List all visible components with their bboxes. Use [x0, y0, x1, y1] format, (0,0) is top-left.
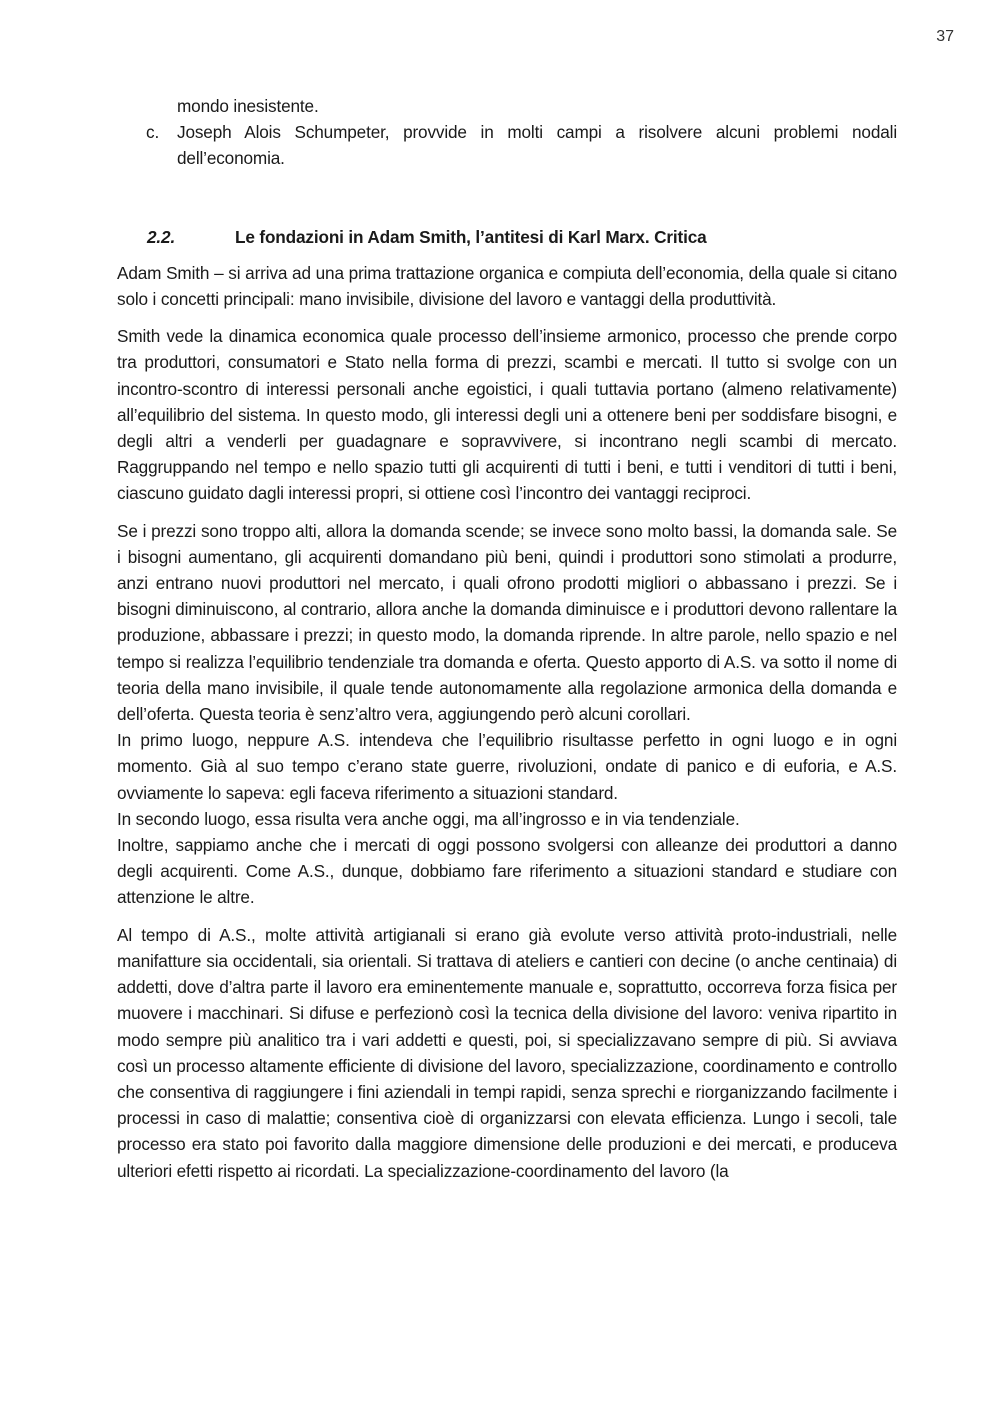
- paragraph: Se i prezzi sono troppo alti, allora la domanda scende; se invece sono molto bassi, la domanda sale. Se i bisogni aumentano, gli acquirenti domandano più beni, quindi i produttori sono stimolati a produrre, anzi entrano nuovi produttori nel mercato, i quali ofrono prodotti migliori o abbassano i prezzi. Se i bisogni diminuiscono, al contrario, allora anche la domanda diminuisce e i produttori devono rallentare la produzione, abbassare i prezzi; in questo modo, la domanda riprende. In altre parole, nello spazio e nel tempo si realizza l’equilibrio tendenziale tra domanda e oferta. Questo apporto di A.S. va sotto il nome di teoria della mano invisibile, il quale tende autonomamente alla regolazione armonica della domanda e dell’oferta. Questa teoria è senz’altro vera, aggiungendo però alcuni corollari.: [117, 520, 897, 725]
- paragraph: Inoltre, sappiamo anche che i mercati di oggi possono svolgersi con alleanze dei produttori a danno degli acquirenti. Come A.S., dunque, dobbiamo fare riferimento a situazioni standard e studiare con attenzione le altre.: [117, 835, 897, 908]
- paragraph: In primo luogo, neppure A.S. intendeva che l’equilibrio risultasse perfetto in ogni luogo e in ogni momento. Già al suo tempo c’erano state guerre, rivoluzioni, ondate di panico e di euforia, e A.S. ovviamente lo sapeva: egli faceva riferimento a situazioni standard.: [117, 730, 897, 803]
- paragraph: In secondo luogo, essa risulta vera anche oggi, ma all’ingrosso e in via tendenziale.: [117, 808, 740, 829]
- list-item-text: Joseph Alois Schumpeter, provvide in molti campi a risolvere alcuni problemi nodali dell’economia.: [177, 122, 897, 169]
- paragraph: Adam Smith – si arriva ad una prima trattazione organica e compiuta dell’economia, della quale si citano solo i concetti principali: mano invisibile, divisione del lavoro e vantaggi della produttività.: [117, 262, 897, 310]
- list-marker: c.: [146, 122, 160, 143]
- page-content: [117, 93, 897, 1195]
- list-continuation: mondo inesistente.: [177, 96, 319, 116]
- section-number: 2.2.: [147, 226, 176, 247]
- section-heading: [117, 224, 897, 250]
- list-item: [117, 119, 897, 171]
- page-number: 37: [936, 28, 954, 45]
- paragraph: Al tempo di A.S., molte attività artigianali si erano già evolute verso attività proto-industriali, nelle manifatture sia occidentali, sia orientali. Si trattava di ateliers e cantieri con decine (o anche centinaia) di addetti, dove d’altra parte il lavoro era eminentemente manuale e, soprattutto, occorreva forza fisica per muovere i macchinari. Si difuse e perfezionò così la tecnica della divisione del lavoro: veniva ripartito in modo sempre più analitico tra i vari addetti e questi, poi, si specializzavano sempre di più. Si avviava così un processo altamente efficiente di divisione del lavoro, specializzazione, coordinamento e controllo che consentiva di raggiungere i fini aziendali in tempi rapidi, senza sprechi e riorganizzando facilmente i processi in caso di malattie; consentiva cioè di organizzarsi con elevata efficienza. Lungo i secoli, tale processo era stato poi favorito dalla maggiore dimensione delle produzioni e dei mercati, e produceva ulteriori efetti rispetto ai ricordati. La specializzazione-coordinamento del lavoro (la: [117, 924, 897, 1181]
- paragraph: Smith vede la dinamica economica quale processo dell’insieme armonico, processo che prende corpo tra produttori, consumatori e Stato nella forma di prezzi, scambi e mercati. Il tutto si svolge con un incontro-scontro di interessi personali anche egoistici, i quali tuttavia portano (almeno relativamente) all’equilibrio del sistema. In questo modo, gli interessi degli uni a ottenere beni per soddisfare bisogni, e degli altri a venderli per guadagnare e sopravvivere, si incontrano negli scambi di mercato. Raggruppando nel tempo e nello spazio tutti gli acquirenti di tutti i beni, e tutti i venditori di tutti i beni, ciascuno guidato dagli interessi propri, si ottiene così l’incontro dei vantaggi reciproci.: [117, 326, 897, 504]
- section-title: Le fondazioni in Adam Smith, l’antitesi di Karl Marx. Critica: [235, 226, 707, 247]
